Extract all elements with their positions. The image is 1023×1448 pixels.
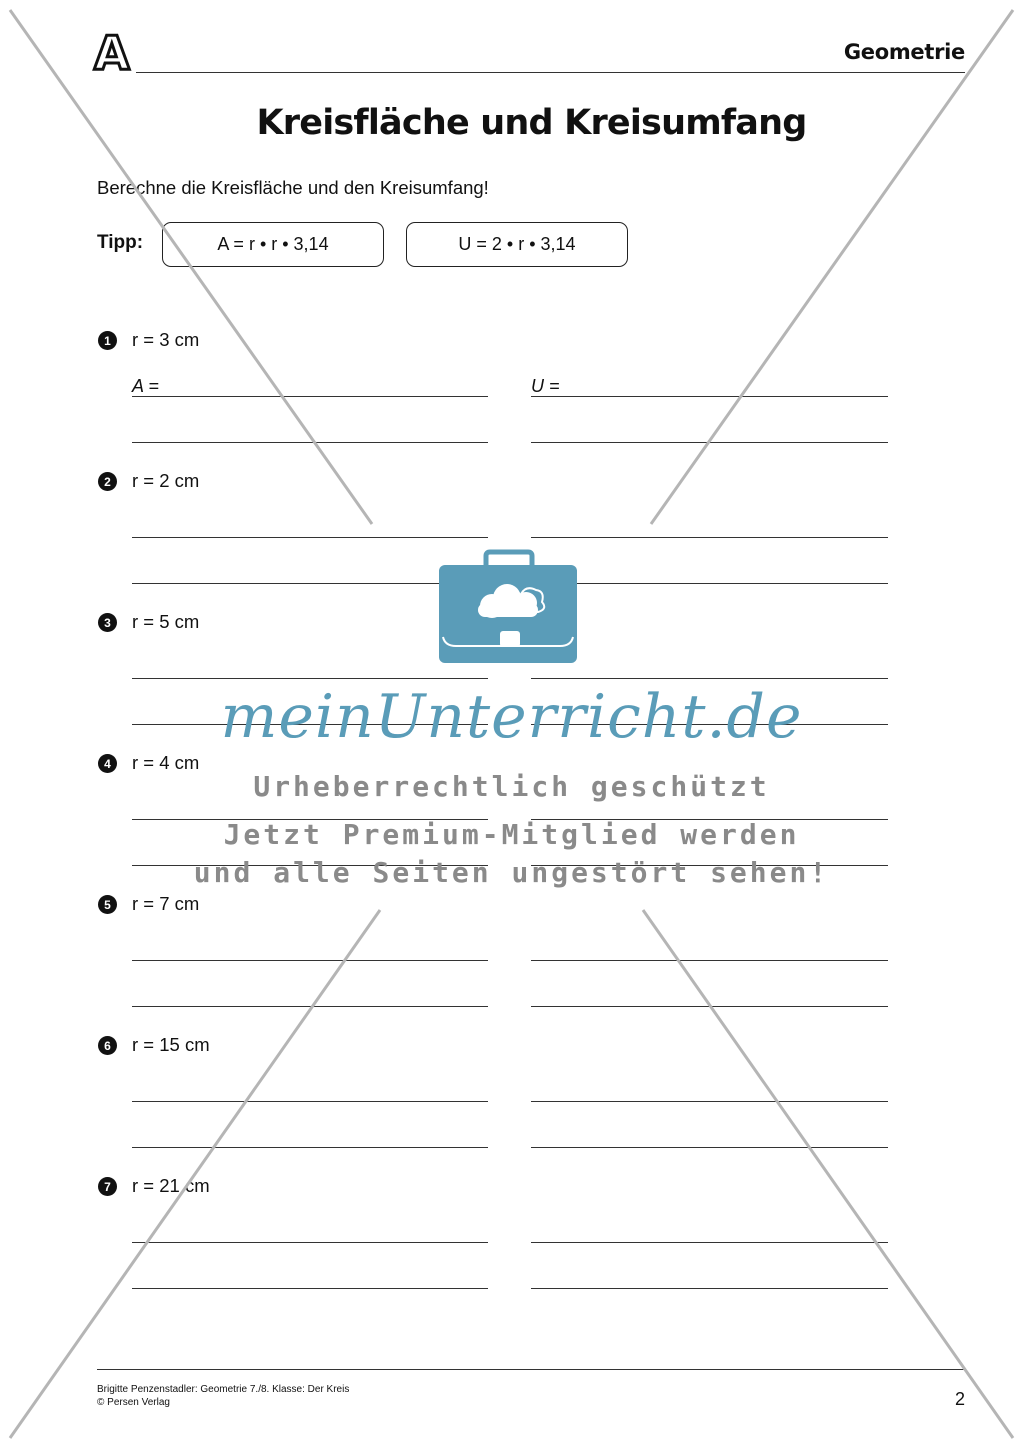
task-radius: r = 21 cm (132, 1175, 210, 1196)
circumference-answer-line[interactable] (531, 678, 888, 679)
area-answer-line[interactable] (132, 678, 488, 679)
area-answer-line[interactable] (132, 583, 488, 584)
task-number: 6 (98, 1036, 117, 1055)
cloud-outline-icon (516, 588, 545, 612)
watermark-premium-cta-2: und alle Seiten ungestört sehen! (193, 856, 830, 889)
circumference-formula: U = 2 • r • 3,14 (458, 234, 576, 254)
area-answer-line[interactable] (132, 1006, 488, 1007)
watermark-premium-cta: Jetzt Premium-Mitglied werden (223, 818, 800, 851)
task-number: 7 (98, 1177, 117, 1196)
circumference-answer-line[interactable] (531, 1288, 888, 1289)
area-formula: A = r • r • 3,14 (217, 234, 329, 254)
subject-label: Geometrie (843, 40, 965, 64)
footer-source: Brigitte Penzenstadler: Geometrie 7./8. Klasse: Der Kreis (97, 1384, 350, 1395)
task-radius: r = 4 cm (132, 752, 200, 773)
circumference-formula-box (406, 222, 628, 267)
circumference-answer-label: U = (531, 376, 560, 396)
instruction-text: Berechne die Kreisfläche und den Kreisumfang! (97, 177, 489, 198)
task-radius: r = 3 cm (132, 329, 200, 350)
circumference-answer-line[interactable] (531, 960, 888, 961)
watermark-brand: meinUnterricht.de (220, 682, 803, 752)
task-number: 5 (98, 895, 117, 914)
circumference-answer-line[interactable] (531, 1006, 888, 1007)
page-number: 2 (954, 1389, 965, 1409)
area-answer-line[interactable] (132, 442, 488, 443)
cloud-icon (478, 584, 538, 618)
area-answer-line[interactable] (132, 537, 488, 538)
circumference-answer-line[interactable] (531, 442, 888, 443)
task-number: 3 (98, 613, 117, 632)
circumference-answer-line[interactable] (531, 537, 888, 538)
footer-publisher: © Persen Verlag (97, 1397, 170, 1408)
area-answer-label: A = (132, 376, 159, 396)
page-letter: A (94, 26, 130, 80)
task-number: 1 (98, 331, 117, 350)
area-answer-line[interactable] (132, 1101, 488, 1102)
circumference-answer-line[interactable] (531, 1101, 888, 1102)
task-radius: r = 2 cm (132, 470, 200, 491)
task-radius: r = 7 cm (132, 893, 200, 914)
circumference-answer-line[interactable] (531, 1147, 888, 1148)
area-answer-line[interactable] (132, 396, 488, 397)
area-formula-box (162, 222, 384, 267)
worksheet-title: Kreisfläche und Kreisumfang (256, 103, 807, 143)
area-answer-line[interactable] (132, 1288, 488, 1289)
tip-label: Tipp: (97, 232, 144, 253)
task-radius: r = 15 cm (132, 1034, 210, 1055)
task-radius: r = 5 cm (132, 611, 200, 632)
task-number: 2 (98, 472, 117, 491)
area-answer-line[interactable] (132, 1147, 488, 1148)
watermark-copyright: Urheberrechtlich geschützt (253, 770, 770, 803)
circumference-answer-line[interactable] (531, 1242, 888, 1243)
briefcase-icon (439, 552, 577, 663)
circumference-answer-line[interactable] (531, 583, 888, 584)
header-rule (136, 72, 965, 73)
area-answer-line[interactable] (132, 960, 488, 961)
footer-rule (97, 1369, 965, 1370)
area-answer-line[interactable] (132, 1242, 488, 1243)
circumference-answer-line[interactable] (531, 396, 888, 397)
task-number: 4 (98, 754, 117, 773)
